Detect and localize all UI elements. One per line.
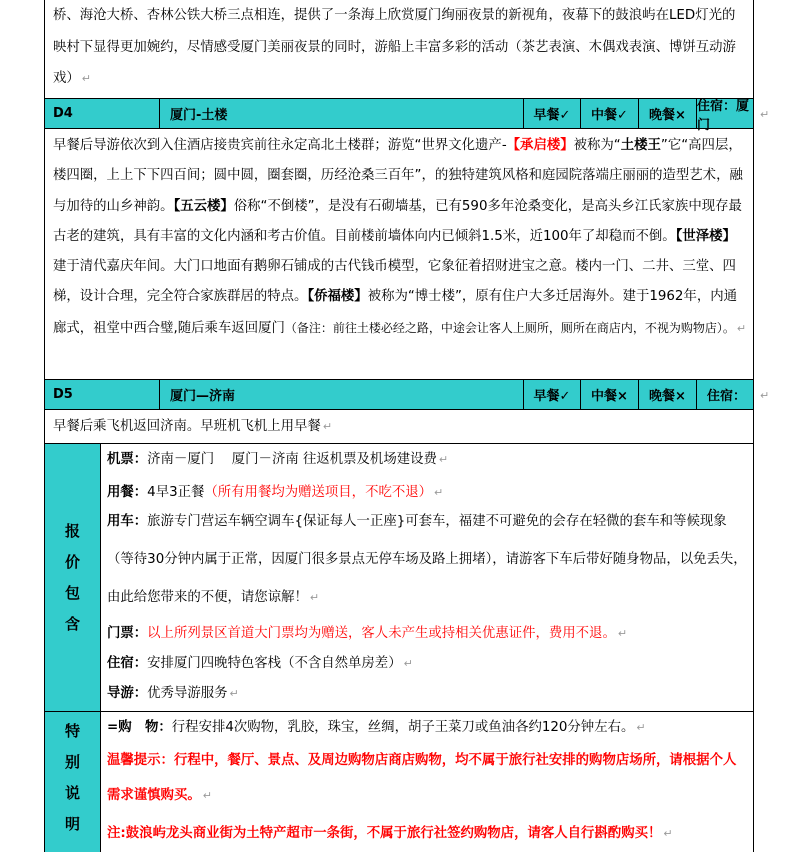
- breakfast-status: 早餐✓: [523, 380, 580, 409]
- price-includes-content: [101, 444, 753, 711]
- shopping-line: =购 物：行程安排4次购物，乳胶，珠宝，丝绸，胡子王菜刀或鱼油各约120分钟左右。 ↵: [107, 720, 646, 735]
- dinner-status: 晚餐×: [638, 380, 696, 409]
- warm-tip: 温馨提示：行程中，餐厅、景点、及周边购物店商店购物，均不属于旅行社安排的购物店场所，请根据个人需求谨慎购买。 ↵: [107, 753, 737, 803]
- ticket-line: 机票：济南－厦门 厦门－济南 往返机票及机场建设费 ↵: [107, 452, 449, 467]
- day-header-d4: [44, 98, 754, 133]
- day-number: D5: [53, 387, 73, 402]
- guide-line: 导游：优秀导游服务 ↵: [107, 686, 239, 701]
- price-includes: [44, 444, 754, 712]
- intro-text: 桥、海沧大桥、杏林公铁大桥三点相连，提供了一条海上欣赏厦门绚丽夜景的新视角，夜幕下的鼓浪屿在LED灯光的映村下显得更加婉约，尽情感受厦门美丽夜景的同时，游船上丰富多彩的活动（茶艺表演、木偶戏表演、博饼互动游戏） ↵: [53, 8, 736, 86]
- breakfast-status: 早餐✓: [523, 99, 580, 128]
- day-body-d5: [44, 410, 754, 444]
- lunch-status: 中餐✓: [580, 99, 638, 128]
- day-route: 厦门—济南: [159, 380, 523, 409]
- special-notes-content: [101, 712, 753, 852]
- day-number: D4: [53, 106, 73, 121]
- d5-description: 早餐后乘飞机返回济南。早班机飞机上用早餐 ↵: [53, 419, 333, 434]
- row-end-mark: ↵: [760, 108, 770, 121]
- car-line: 用车：旅游专门营运车辆空调车{保证每人一正座}可套车，福建不可避免的会存在轻微的套车和等候现象（等待30分钟内属于正常，因厦门很多景点无停车场及路上拥堵），请游客下车后带好随身物品，以免丢失，由此给您带来的不便，请您谅解！ ↵: [107, 514, 747, 605]
- d4-description: 早餐后导游依次到入住酒店接贵宾前往永定高北土楼群；游览“世界文化遗产-【承启楼】被称为“土楼王”它“高四层，楼四圈，上上下下四百间；圆中圆，圈套圈，历经沧桑三百年”，的独特建筑风格和庭园院落端庄丽丽的造型艺术，融与加待的山乡神韵。【五云楼】俗称“不倒楼”，是没有石砌墙基，已有590多年沧桑变化，是高头乡江氏家族中现存最古老的建筑，具有丰富的文化内涵和考古价值。目前楼前墙体向内已倾斜1.5米，近100年了却稳而不倒。【世泽楼】建于清代嘉庆年间。大门口地面有鹅卵石铺成的古代钱币模型，它象征着招财进宝之意。楼内一门、二井、三堂、四梯，设计合理，完全符合家族群居的特点。【侨福楼】被称为“博士楼”，原有住户大多迁居海外。建于1962年，内通廊式，祖堂中西合璧,随后乘车返回厦门（备注：前往土楼必经之路，中途会让客人上厕所，厕所在商店内，不视为购物店）。 ↵: [53, 138, 747, 336]
- stay-status: 住宿：厦门: [696, 99, 755, 128]
- intro-block: [44, 0, 754, 99]
- special-notes: [44, 712, 754, 852]
- gate-line: 门票：以上所列景区首道大门票均为赠送，客人未产生或持相关优惠证件，费用不退。 ↵: [107, 626, 628, 641]
- meal-line: 用餐：4早3正餐（所有用餐均为赠送项目，不吃不退） ↵: [107, 485, 444, 500]
- stay-status: 住宿：: [696, 380, 755, 409]
- day-body-d4: [44, 129, 754, 380]
- gulangyu-note: 注:鼓浪屿龙头商业街为土特产超市一条街，不属于旅行社签约购物店，请客人自行斟酌购买！ ↵: [107, 826, 673, 841]
- lunch-status: 中餐×: [580, 380, 638, 409]
- row-end-mark: ↵: [760, 389, 770, 402]
- dinner-status: 晚餐×: [638, 99, 696, 128]
- stay-line: 住宿：安排厦门四晚特色客栈（不含自然单房差） ↵: [107, 656, 413, 671]
- day-route: 厦门-土楼: [159, 99, 523, 128]
- day-header-d5: [44, 380, 754, 410]
- price-includes-label: 报 价 包 含: [45, 444, 101, 711]
- special-notes-label: 特 别 说 明: [45, 712, 101, 852]
